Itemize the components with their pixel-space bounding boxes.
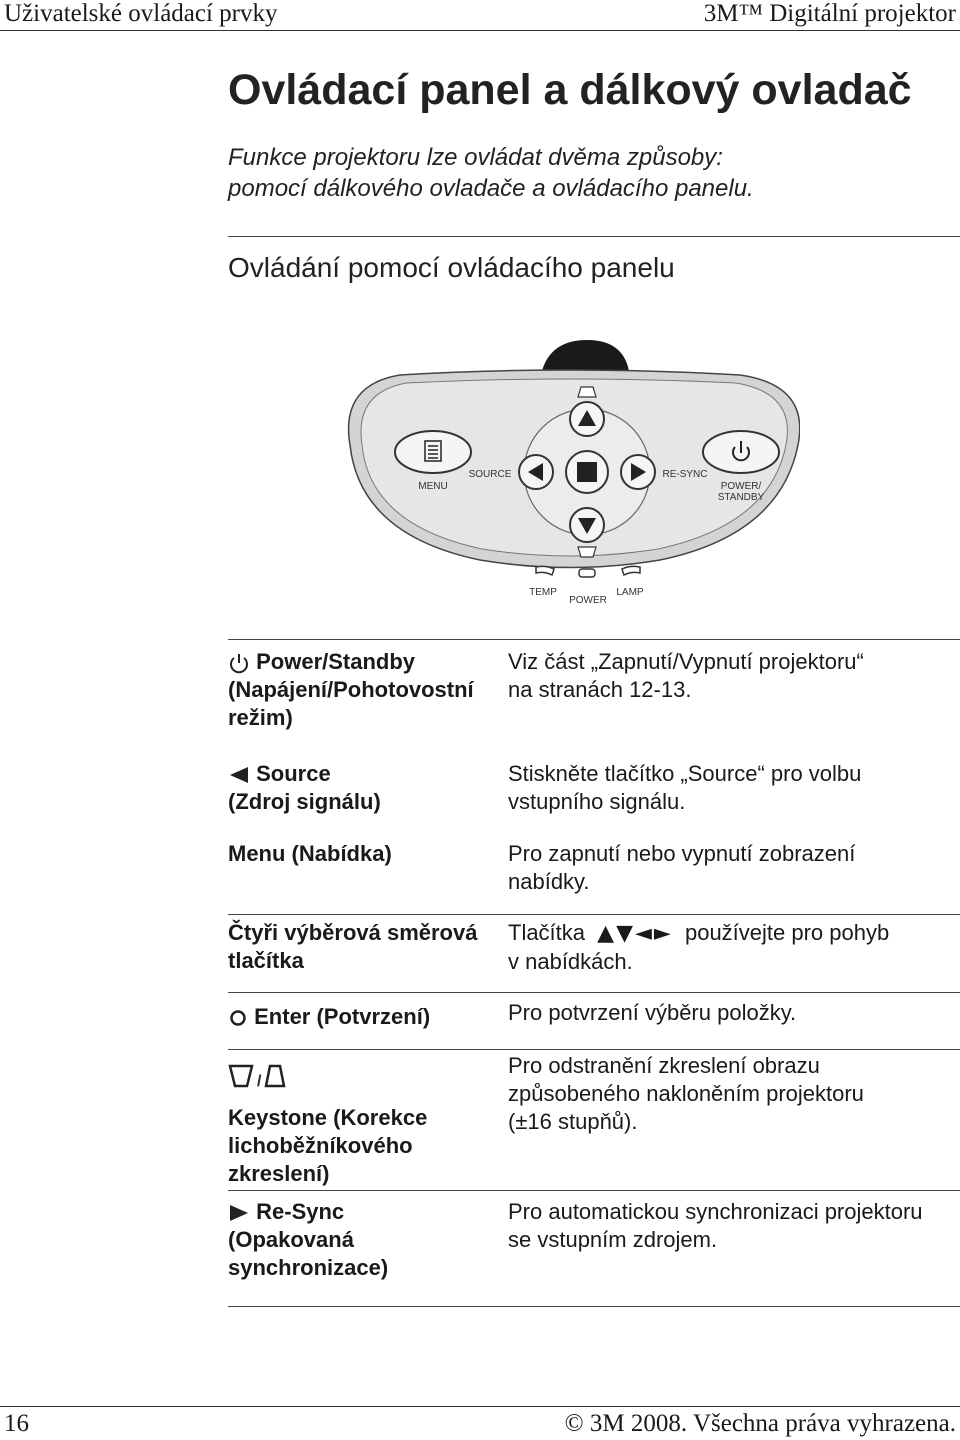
row-label [228, 1052, 500, 1188]
intro-line-1: Funkce projektoru lze ovládat dvěma způsoby: [228, 144, 723, 171]
row-desc-line: se vstupním zdrojem. [508, 1227, 718, 1252]
row-label [228, 760, 500, 816]
row-desc-text: Tlačítka [508, 920, 586, 945]
power-label-line-1: POWER/ [720, 481, 762, 492]
direction-arrows-icon: ▲▼◄► [597, 921, 673, 946]
row-label-line: tlačítka [228, 948, 304, 973]
keystone-up-icon [578, 387, 596, 397]
row-desc-line: Stiskněte tlačítko „Source“ pro volbu [508, 761, 862, 786]
row-label-line: Source [256, 761, 331, 786]
temp-led-icon [536, 566, 554, 575]
table-divider [228, 914, 960, 915]
row-desc-line: způsobeného nakloněním projektoru [508, 1081, 864, 1106]
svg-text:/: / [257, 1073, 262, 1090]
enter-square-icon [577, 462, 597, 482]
power-standby-button[interactable] [703, 431, 779, 473]
keystone-down-icon [578, 547, 596, 557]
row-desc-line: Viz část „Zapnutí/Vypnutí projektoru“ [508, 649, 864, 674]
row-description [508, 1198, 960, 1254]
temp-led-label: TEMP [529, 587, 557, 598]
page-number: 16 [4, 1410, 29, 1437]
power-led-icon [579, 569, 595, 577]
row-description [508, 760, 960, 816]
row-label [228, 919, 500, 975]
row-desc-line: (±16 stupňů). [508, 1109, 638, 1134]
table-divider [228, 639, 960, 640]
up-button[interactable] [570, 402, 604, 436]
row-label-line: (Opakovaná [228, 1227, 354, 1252]
header-section-title: Uživatelské ovládací prvky [4, 0, 278, 27]
row-desc-text: používejte pro pohyb [684, 920, 890, 945]
row-label-line: lichoběžníkového [228, 1133, 413, 1158]
row-description [508, 919, 960, 976]
source-button[interactable] [519, 455, 553, 489]
row-label-line: (Zdroj signálu) [228, 789, 381, 814]
menu-label: MENU [418, 481, 448, 492]
row-label-line: Menu (Nabídka) [228, 841, 392, 866]
table-divider [228, 1049, 960, 1050]
row-desc-line: Pro potvrzení výběru položky. [508, 1000, 797, 1025]
power-led-label: POWER [569, 595, 607, 606]
control-panel-illustration [340, 335, 800, 615]
lamp-led-icon [622, 566, 640, 575]
lamp-led-label: LAMP [616, 587, 644, 598]
right-arrow-icon [228, 1203, 250, 1223]
keystone-icon [228, 1062, 286, 1092]
left-arrow-icon [228, 765, 250, 785]
row-label-line: zkreslení) [228, 1161, 330, 1186]
row-desc-line: vstupního signálu. [508, 789, 686, 814]
resync-label: RE-SYNC [662, 469, 708, 480]
row-desc-line: nabídky. [508, 869, 590, 894]
row-description [508, 999, 960, 1027]
header-product-name: 3M™ Digitální projektor [703, 0, 956, 27]
row-desc-line: v nabídkách. [508, 949, 633, 974]
row-desc-line: Pro zapnutí nebo vypnutí zobrazení [508, 841, 856, 866]
table-divider [228, 992, 960, 993]
down-button[interactable] [570, 508, 604, 542]
table-divider [228, 1306, 960, 1307]
row-desc-line: na stranách 12-13. [508, 677, 692, 702]
section-divider [228, 236, 960, 237]
table-divider [228, 1190, 960, 1191]
intro-text [228, 142, 754, 204]
row-desc-line: Pro automatickou synchronizaci projektoru [508, 1199, 923, 1224]
source-label: SOURCE [468, 469, 512, 480]
row-description [508, 648, 960, 704]
row-description [508, 1052, 960, 1136]
row-label-line: (Napájení/Pohotovostní [228, 677, 474, 702]
intro-line-2: pomocí dálkového ovladače a ovládacího panelu. [228, 175, 754, 202]
row-label [228, 648, 500, 732]
row-desc-line: Pro odstranění zkreslení obrazu [508, 1053, 820, 1078]
enter-circle-icon [228, 1008, 248, 1028]
row-label-line: Power/Standby [256, 649, 416, 674]
footer-divider [0, 1406, 960, 1407]
header-divider [0, 30, 960, 31]
section-subheading: Ovládání pomocí ovládacího panelu [228, 252, 675, 283]
resync-button[interactable] [621, 455, 655, 489]
row-label-line: Re-Sync [256, 1199, 345, 1224]
row-label-line: Čtyři výběrová směrová [228, 920, 478, 945]
row-label [228, 840, 500, 868]
row-label-line: režim) [228, 705, 293, 730]
row-label-line: synchronizace) [228, 1255, 389, 1280]
copyright-notice: © 3M 2008. Všechna práva vyhrazena. [564, 1410, 956, 1437]
page-title: Ovládací panel a dálkový ovladač [228, 66, 912, 114]
power-icon [228, 652, 250, 674]
row-label-line: Enter (Potvrzení) [254, 1004, 431, 1029]
row-label [228, 1003, 500, 1031]
row-description [508, 840, 960, 896]
menu-button[interactable] [395, 431, 471, 473]
row-label [228, 1198, 500, 1282]
enter-button[interactable] [566, 451, 608, 493]
row-label-line: Keystone (Korekce [228, 1105, 428, 1130]
power-label-line-2: STANDBY [717, 492, 765, 503]
